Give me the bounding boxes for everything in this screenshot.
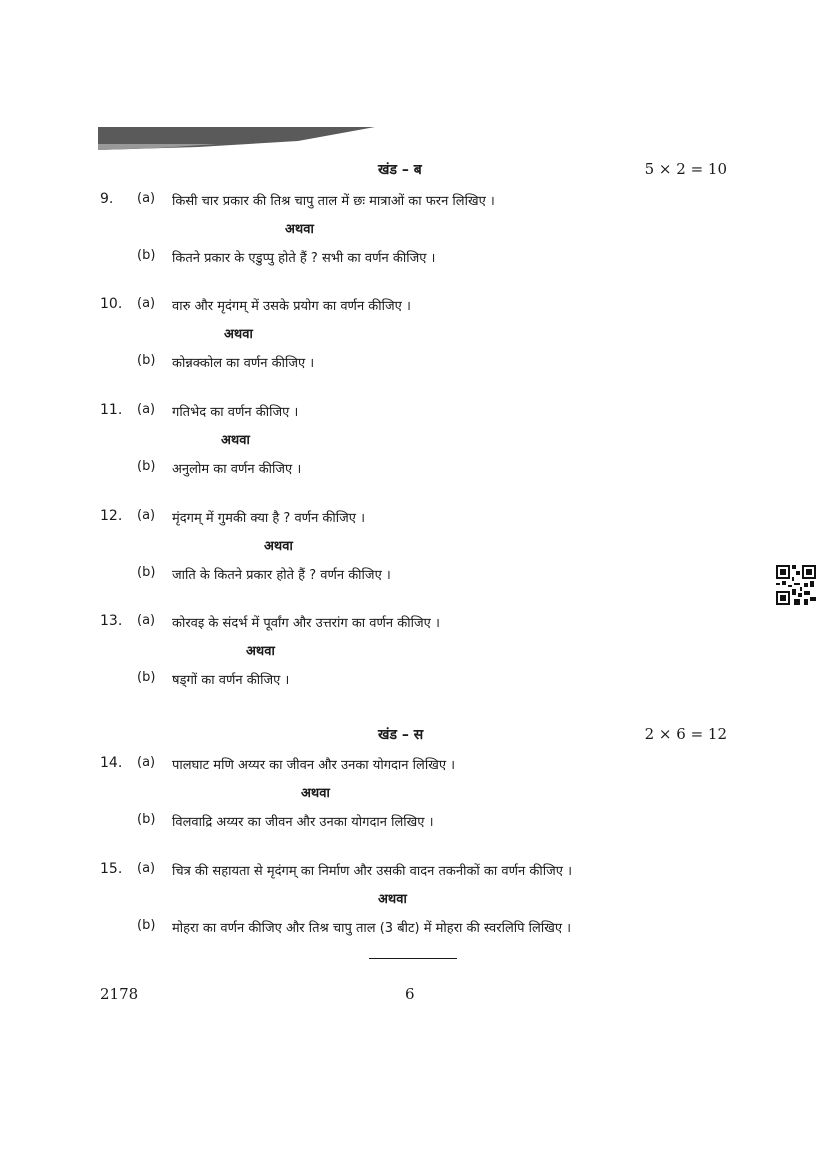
option-b-label: (b) [137, 918, 156, 933]
option-b-label: (b) [137, 353, 156, 368]
or-label: अथवा [264, 539, 293, 554]
or-label: अथवा [224, 327, 253, 342]
question-9a-text: किसी चार प्रकार की तिश्र चापु ताल में छः मात्राओं का फरन लिखिए । [172, 194, 495, 209]
question-14b-text: विलवाद्रि अय्यर का जीवन और उनका योगदान लिखिए । [172, 815, 434, 830]
qr-code-icon [776, 565, 816, 605]
question-11a-text: गतिभेद का वर्णन कीजिए । [172, 405, 299, 420]
section-b-marks: 5 × 2 = 10 [644, 160, 727, 178]
section-c-title: खंड – स [378, 727, 424, 743]
option-a-label: (a) [137, 613, 156, 628]
page-number: 6 [405, 985, 415, 1003]
question-number: 15. [100, 861, 123, 877]
option-a-label: (a) [137, 402, 156, 417]
or-label: अथवा [246, 644, 275, 659]
option-b-label: (b) [137, 459, 156, 474]
question-13b-text: षड्गों का वर्णन कीजिए । [172, 673, 290, 688]
section-b-header [0, 160, 827, 182]
question-14a-text: पालघाट मणि अय्यर का जीवन और उनका योगदान लिखिए । [172, 758, 456, 773]
section-c-marks: 2 × 6 = 12 [644, 725, 727, 743]
or-label: अथवा [221, 433, 250, 448]
question-11 [0, 402, 827, 492]
or-label: अथवा [301, 786, 330, 801]
section-b-title: खंड – ब [378, 162, 422, 178]
question-9 [0, 191, 827, 281]
question-number: 10. [100, 296, 123, 312]
question-9b-text: कितने प्रकार के एडुप्पु होते हैं ? सभी का वर्णन कीजिए । [172, 251, 436, 266]
question-number: 9. [100, 191, 114, 207]
option-b-label: (b) [137, 565, 156, 580]
option-b-label: (b) [137, 248, 156, 263]
question-14 [0, 755, 827, 845]
question-10b-text: कोन्नक्कोल का वर्णन कीजिए । [172, 356, 315, 371]
question-12b-text: जाति के कितने प्रकार होते हैं ? वर्णन कीजिए । [172, 568, 391, 583]
question-15a-text: चित्र की सहायता से मृदंगम् का निर्माण और उसकी वादन तकनीकों का वर्णन कीजिए । [172, 864, 572, 879]
question-15b-text: मोहरा का वर्णन कीजिए और तिश्र चापु ताल (3 बीट) में मोहरा की स्वरलिपि लिखिए । [172, 921, 572, 936]
question-13a-text: कोरवइ के संदर्भ में पूर्वांग और उत्तरांग का वर्णन कीजिए । [172, 616, 440, 631]
question-number: 11. [100, 402, 123, 418]
question-11b-text: अनुलोम का वर्णन कीजिए । [172, 462, 302, 477]
question-15 [0, 861, 827, 951]
option-a-label: (a) [137, 296, 156, 311]
option-b-label: (b) [137, 670, 156, 685]
end-divider [369, 958, 457, 959]
question-10 [0, 296, 827, 386]
question-13 [0, 613, 827, 703]
question-number: 13. [100, 613, 123, 629]
question-number: 12. [100, 508, 123, 524]
option-a-label: (a) [137, 755, 156, 770]
or-label: अथवा [378, 892, 407, 907]
question-12 [0, 508, 827, 598]
option-a-label: (a) [137, 191, 156, 206]
paper-code: 2178 [100, 985, 139, 1003]
section-c-header [0, 725, 827, 747]
option-a-label: (a) [137, 861, 156, 876]
header-band-graphic [98, 127, 375, 151]
question-10a-text: वारु और मृदंगम् में उसके प्रयोग का वर्णन कीजिए । [172, 299, 411, 314]
question-12a-text: मृंदगम् में गुमकी क्या है ? वर्णन कीजिए । [172, 511, 366, 526]
question-number: 14. [100, 755, 123, 771]
or-label: अथवा [285, 222, 314, 237]
option-a-label: (a) [137, 508, 156, 523]
option-b-label: (b) [137, 812, 156, 827]
